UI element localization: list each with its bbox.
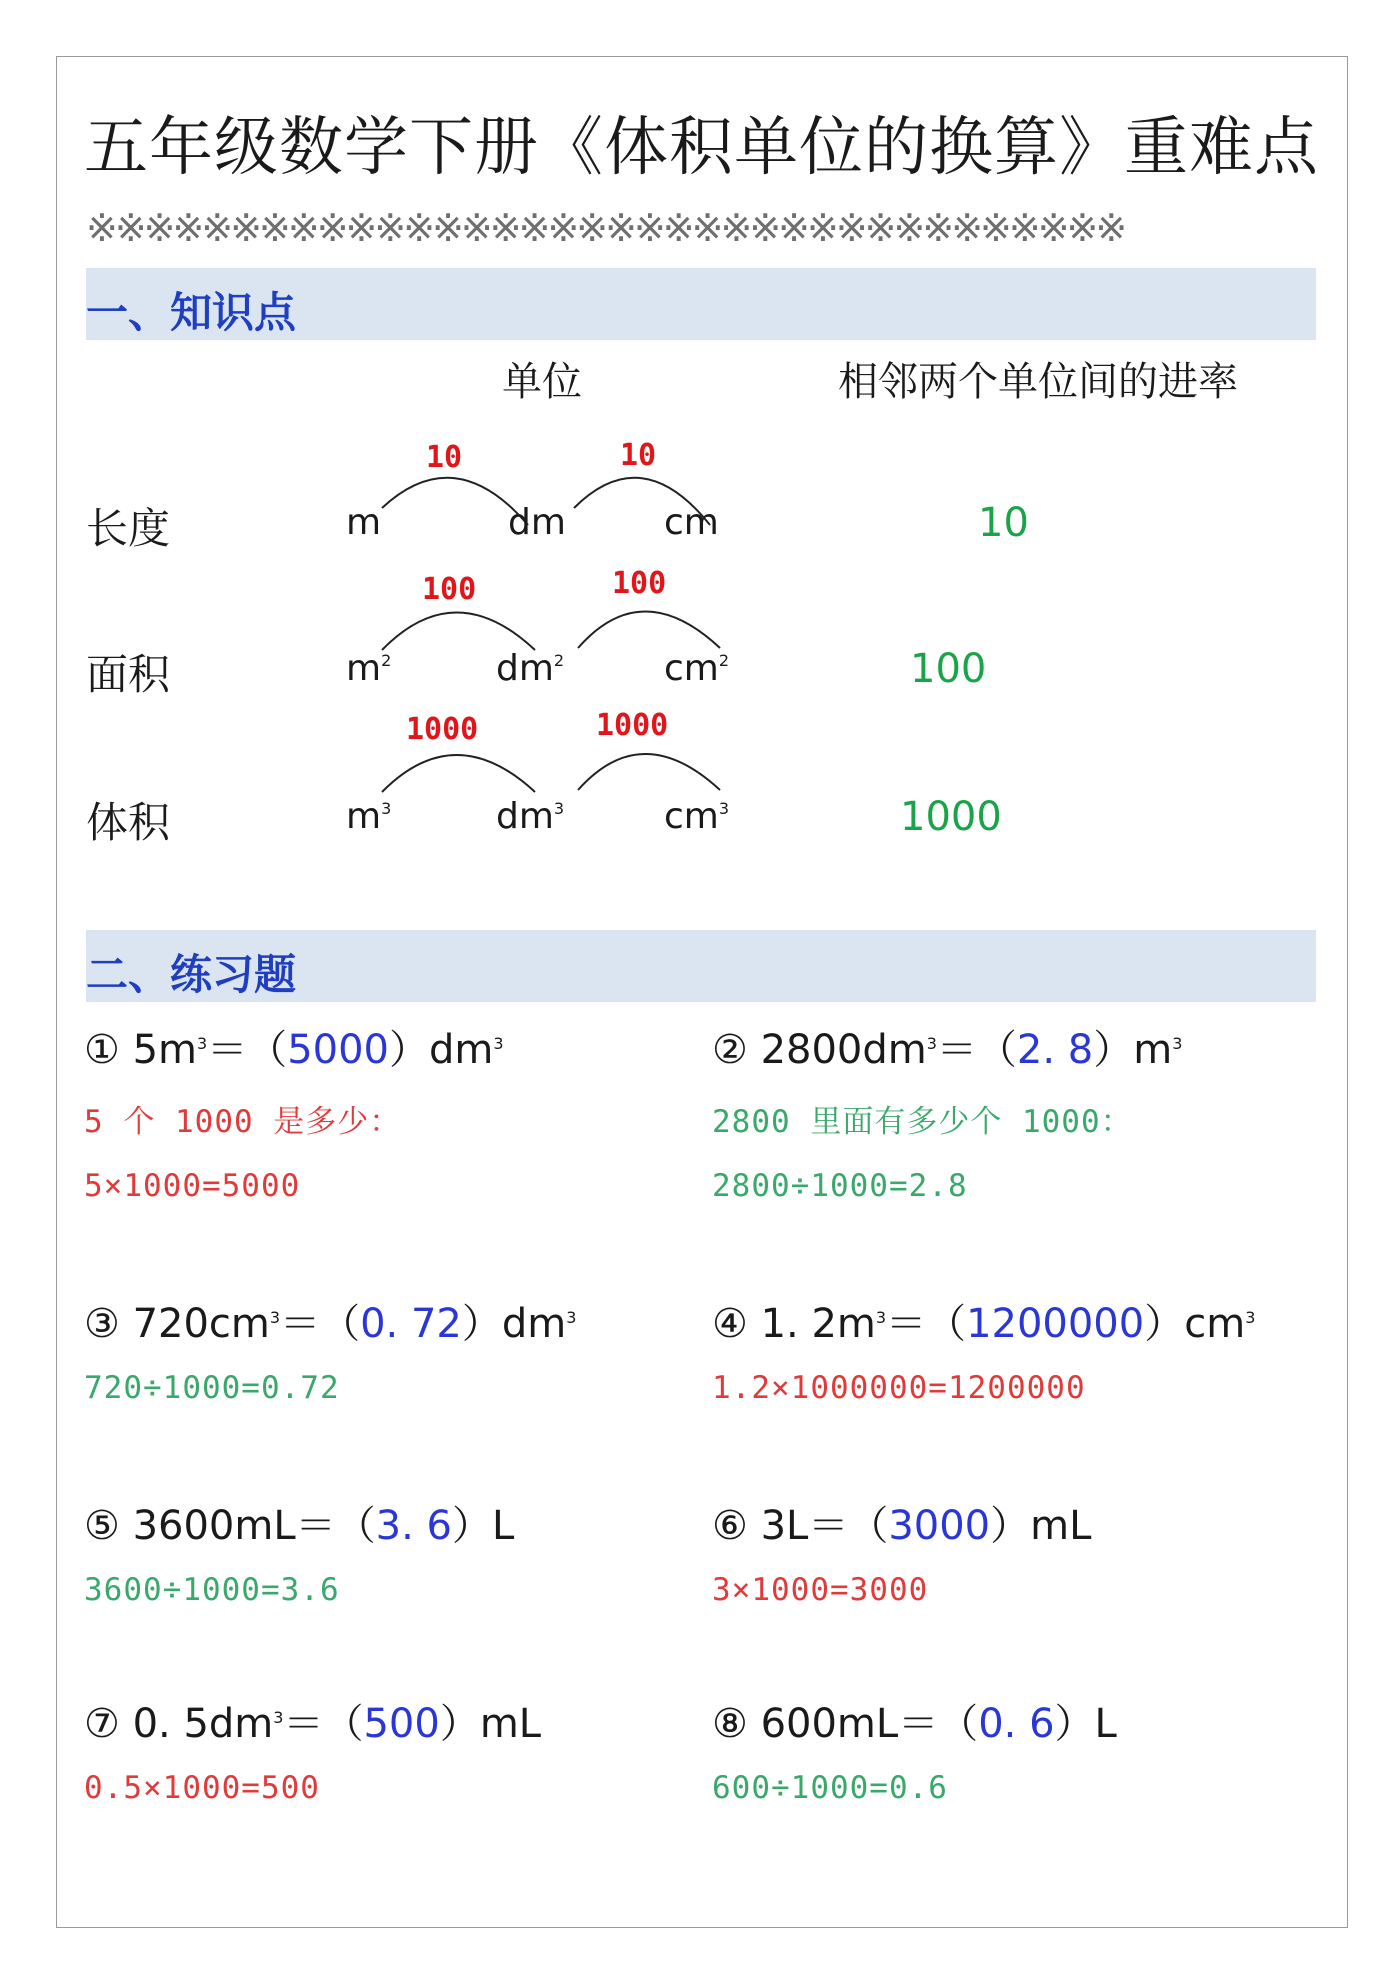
row-label-area: 面积 [86,650,171,699]
question-quantity: 1. 2m [760,1301,876,1347]
exercise-question [712,1018,1182,1075]
equals-paren: ＝（ [280,1301,361,1347]
unit-cm2: $cm^2$ [664,648,730,689]
answer-value: 3000 [888,1503,991,1549]
exercise-question [84,1292,576,1349]
exercise-question [84,1494,514,1551]
answer-value: 500 [363,1701,440,1747]
rate-area-1: 100 [422,572,477,607]
superscript: 3 [269,1308,281,1327]
question-unit: L [1094,1701,1117,1747]
question-number: ④ [712,1301,748,1347]
row-label-volume: 体积 [86,798,171,847]
exercise-question [712,1692,1117,1749]
unit-cm: cm [664,502,719,543]
unit-m2: $m^2$ [346,648,392,689]
close-paren: ） [439,1701,480,1747]
question-number: ⑧ [712,1701,748,1747]
section-knowledge-header [86,268,1316,340]
question-quantity: 3600mL [132,1503,296,1549]
section-exercises-title: 二、练习题 [86,950,297,999]
solution-note: 3600÷1000=3.6 [84,1572,340,1608]
superscript: 3 [1245,1308,1256,1327]
question-unit: dm [428,1027,494,1073]
solution-note: 5 个 1000 是多少： [84,1104,402,1140]
unit-dm2: $dm^2$ [496,648,565,689]
question-quantity: 0. 5dm [132,1701,274,1747]
unit-m3: $m^3$ [346,796,392,837]
question-number: ② [712,1027,748,1073]
exercise-question [712,1494,1091,1551]
answer-value: 0. 6 [978,1701,1055,1747]
equals-paren: ＝（ [936,1027,1017,1073]
question-number: ⑦ [84,1701,120,1747]
question-quantity: 3L [760,1503,809,1549]
exercise-question [84,1692,541,1749]
rate-value-length: 10 [978,500,1029,546]
question-unit: dm [501,1301,567,1347]
solution-note: 2800÷1000=2.8 [712,1168,968,1204]
unit-m: m [346,502,382,543]
solution-note: 600÷1000=0.6 [712,1770,948,1806]
question-unit: cm [1184,1301,1246,1347]
unit-dm3: $dm^3$ [496,796,565,837]
superscript: 3 [566,1308,577,1327]
question-number: ③ [84,1301,120,1347]
close-paren: ） [451,1503,492,1549]
question-unit: mL [1030,1503,1092,1549]
solution-note: 0.5×1000=500 [84,1770,320,1806]
close-paren: ） [1093,1027,1134,1073]
section-knowledge-title: 一、知识点 [86,288,297,337]
equals-paren: ＝（ [898,1701,979,1747]
question-unit: L [491,1503,515,1549]
unit-dm: dm [508,502,566,543]
equals-paren: ＝（ [295,1503,376,1549]
question-unit: m [1133,1027,1173,1073]
question-unit: mL [479,1701,542,1747]
rate-area-2: 100 [612,566,667,601]
question-number: ① [84,1027,120,1073]
column-header-unit: 单位 [502,359,582,405]
question-quantity: 2800dm [760,1027,927,1073]
unit-cm3: $cm^3$ [664,796,730,837]
superscript: 3 [273,1708,284,1727]
column-header-rate: 相邻两个单位间的进率 [838,359,1238,405]
close-paren: ） [990,1503,1031,1549]
close-paren: ） [1054,1701,1095,1747]
solution-note: 2800 里面有多少个 1000： [712,1104,1133,1140]
question-quantity: 5m [132,1027,197,1073]
rate-value-volume: 1000 [900,794,1002,840]
solution-note: 3×1000=3000 [712,1572,929,1608]
equals-paren: ＝（ [283,1701,364,1747]
rate-volume-1: 1000 [406,712,479,747]
answer-value: 1200000 [966,1301,1145,1347]
question-number: ⑤ [84,1503,120,1549]
exercise-question [712,1292,1255,1349]
question-quantity: 600mL [760,1701,899,1747]
question-number: ⑥ [712,1503,748,1549]
row-label-length: 长度 [86,504,171,553]
answer-value: 2. 8 [1016,1027,1094,1073]
equals-paren: ＝（ [886,1301,967,1347]
superscript: 3 [197,1034,208,1053]
equals-paren: ＝（ [207,1027,288,1073]
rate-volume-2: 1000 [596,708,669,743]
solution-note: 1.2×1000000=1200000 [712,1370,1086,1406]
close-paren: ） [1144,1301,1185,1347]
solution-note: 720÷1000=0.72 [84,1370,340,1406]
superscript: 3 [926,1034,937,1053]
superscript: 3 [875,1308,887,1327]
rate-value-area: 100 [910,646,987,692]
answer-value: 0. 72 [360,1301,462,1347]
rate-length-1: 10 [426,440,463,475]
equals-paren: ＝（ [808,1503,889,1549]
page-title: 五年级数学下册《体积单位的换算》重难点 [84,111,1319,185]
rate-length-2: 10 [620,438,657,473]
section-exercises-header [86,930,1316,1002]
answer-value: 5000 [287,1027,389,1073]
solution-note: 5×1000=5000 [84,1168,301,1204]
answer-value: 3. 6 [375,1503,452,1549]
close-paren: ） [388,1027,429,1073]
question-quantity: 720cm [132,1301,270,1347]
superscript: 3 [493,1034,504,1053]
close-paren: ） [461,1301,502,1347]
superscript: 3 [1172,1034,1183,1053]
exercise-question [84,1018,504,1075]
decorative-divider: ※※※※※※※※※※※※※※※※※※※※※※※※※※※※※※※※※※※※ [86,206,1125,250]
